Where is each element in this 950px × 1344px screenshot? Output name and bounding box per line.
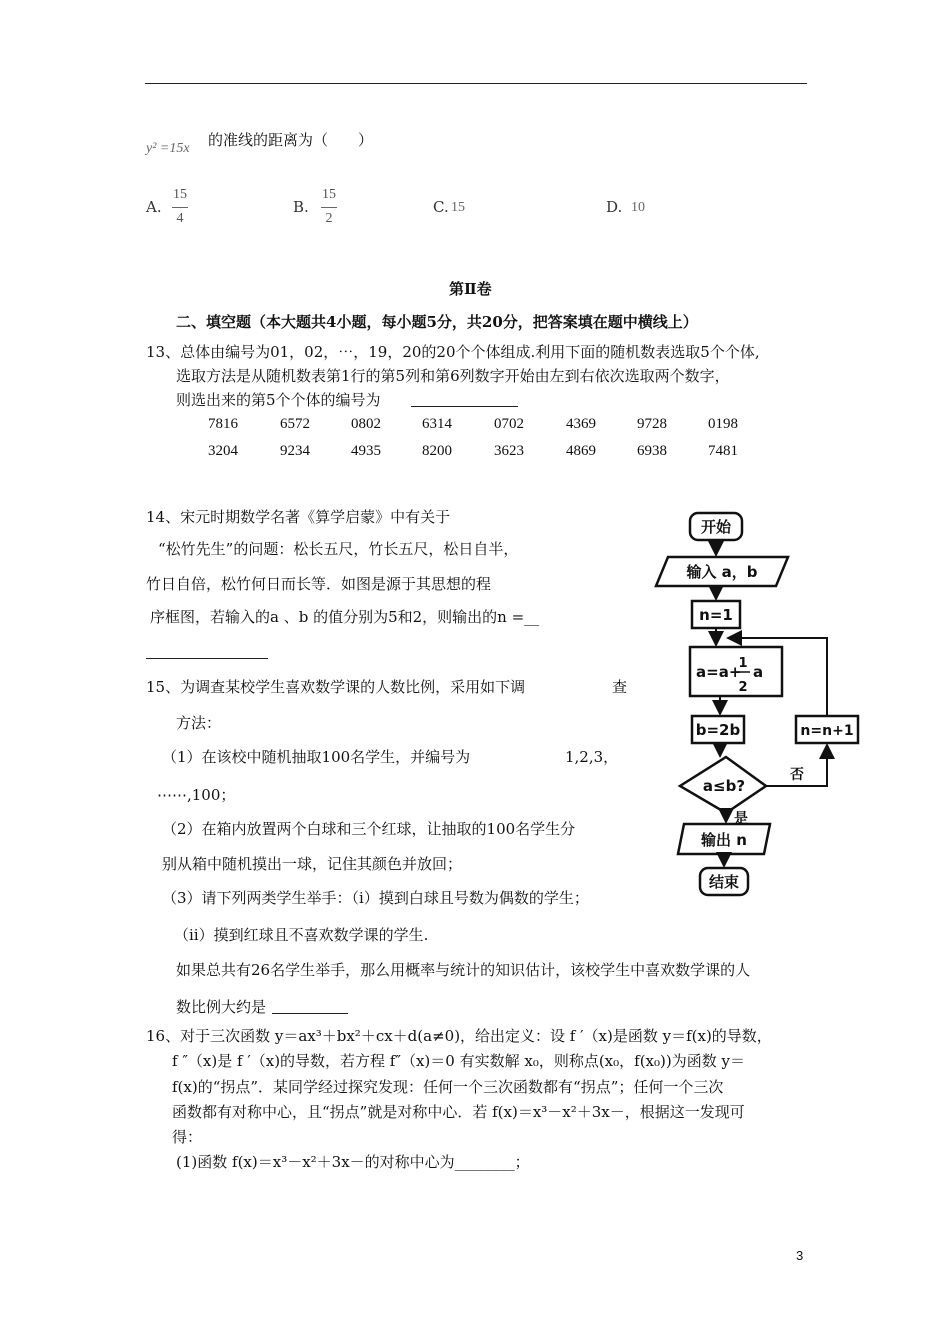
q14-line3: 竹日自倍，松竹何日而长等．如图是源于其思想的程 [146,575,492,593]
flow-update-a-label: a=a+ [696,663,742,681]
q13-line3: 则选出来的第5个个体的编号为 [176,391,381,409]
table-cell: 3623 [494,443,524,459]
option-b-label: B. [293,198,309,216]
q14-answer-blank [146,658,268,659]
option-b-fraction-bar [321,207,337,208]
option-d-label: D. [606,198,623,216]
header-rule [145,83,807,84]
table-cell: 0702 [494,416,524,432]
q15-line9: 如果总共有26名学生举手，那么用概率与统计的知识估计，该校学生中喜欢数学课的人 [176,961,751,979]
flow-init-label: n=1 [699,606,733,624]
table-cell: 7481 [708,443,738,459]
q15-line5: （2）在箱内放置两个白球和三个红球，让抽取的100名学生分 [162,820,576,838]
q13-answer-blank [411,406,518,407]
table-cell: 8200 [422,443,452,459]
option-c-value: 15 [451,200,465,215]
table-cell: 6572 [280,416,310,432]
option-a-fraction-bar [172,207,188,208]
table-cell: 4869 [566,443,596,459]
q14-line1: 14、宋元时期数学名著《算学启蒙》中有关于 [146,508,451,526]
q15-line3: （1）在该校中随机抽取100名学生，并编号为 [162,748,471,766]
page-number: 3 [796,1248,804,1263]
table-cell: 6314 [422,416,452,432]
flow-input-label: 输入 a，b [686,563,758,581]
section-heading: 二、填空题（本大题共4小题，每小题5分，共20分，把答案填在题中横线上） [176,313,698,331]
option-b-denominator: 2 [325,211,333,226]
q16-line3: f(x)的“拐点”．某同学经过探究发现：任何一个三次函数都有“拐点”；任何一个三次 [172,1078,724,1096]
table-cell: 9234 [280,443,310,459]
q16-line5: 得： [172,1128,203,1146]
q12-text: 的准线的距离为（ ） [208,131,374,149]
flow-increment-label: n=n+1 [800,723,854,739]
flow-no-label: 否 [790,767,804,783]
table-cell: 4369 [566,416,596,432]
q16-line6: (1)函数 f(x)＝x³－x²＋3x－的对称中心为________； [176,1153,530,1171]
q15-line3b: 1,2,3， [565,748,619,766]
flow-half-numerator: 1 [738,656,748,671]
option-b-numerator: 15 [322,187,336,202]
option-d-value: 10 [631,200,645,215]
table-cell: 7816 [208,416,238,432]
q15-line7: （3）请下列两类学生举手：（ⅰ）摸到白球且号数为偶数的学生； [162,889,589,907]
section-title: 第Ⅱ卷 [449,280,492,298]
flow-yes-label: 是 [734,811,748,827]
flow-end-label: 结束 [708,873,740,891]
flow-output-label: 输出 n [701,831,747,849]
q15-line10: 数比例大约是 [176,998,267,1016]
flow-condition-label: a≤b? [702,777,746,795]
q14-line4: 序框图，若输入的a 、b 的值分别为5和2，则输出的n =__ [150,608,540,626]
option-a-numerator: 15 [173,187,187,202]
q13-line2: 选取方法是从随机数表第1行的第5列和第6列数字开始由左到右依次选取两个数字， [176,367,730,385]
flowchart [640,505,854,905]
q15-line2: 方法： [176,714,222,732]
flow-update-b-label: b=2b [695,721,741,739]
edge-loop-back [728,638,827,716]
table-cell: 6938 [637,443,667,459]
q14-line2: “松竹先生”的问题：松长五尺，竹长五尺，松日自半， [158,540,519,558]
table-cell: 4935 [351,443,381,459]
q15-line1: 15、为调查某校学生喜欢数学课的人数比例，采用如下调 [146,678,526,696]
flow-start-label: 开始 [700,518,732,536]
option-a-denominator: 4 [176,211,184,226]
table-cell: 0802 [351,416,381,432]
flow-half-denominator: 2 [738,680,748,695]
q16-line1: 16、对于三次函数 y＝ax³＋bx²＋cx＋d(a≠0)，给出定义：设 f ′（x)是函数 y＝f(x)的导数， [146,1027,772,1045]
q12-formula: y² =15x [146,141,190,156]
table-cell: 9728 [637,416,667,432]
table-cell: 0198 [708,416,738,432]
option-c-label: C. [433,198,449,216]
q15-line6: 别从箱中随机摸出一球，记住其颜色并放回； [162,855,463,873]
option-a-label: A. [146,198,162,216]
q15-line4: ⋯⋯,100； [157,786,236,804]
q15-line1b: 查 [612,678,628,696]
q16-line4: 函数都有对称中心，且“拐点”就是对称中心．若 f(x)＝x³－x²＋3x－，根据这一发现可 [172,1103,745,1121]
q13-line1: 13、总体由编号为01，02，⋯，19，20的20个个体组成.利用下面的随机数表选取5个个体, [146,343,760,361]
table-cell: 3204 [208,443,238,459]
q15-line8: （ⅱ）摸到红球且不喜欢数学课的学生. [174,926,429,944]
q16-line2: f ″（x)是 f ′（x)的导数，若方程 f″（x)＝0 有实数解 x₀，则称点(x₀，f(x₀))为函数 y＝ [172,1052,745,1070]
q15-answer-blank [272,1013,348,1014]
flow-update-a-tail: a [753,663,764,681]
